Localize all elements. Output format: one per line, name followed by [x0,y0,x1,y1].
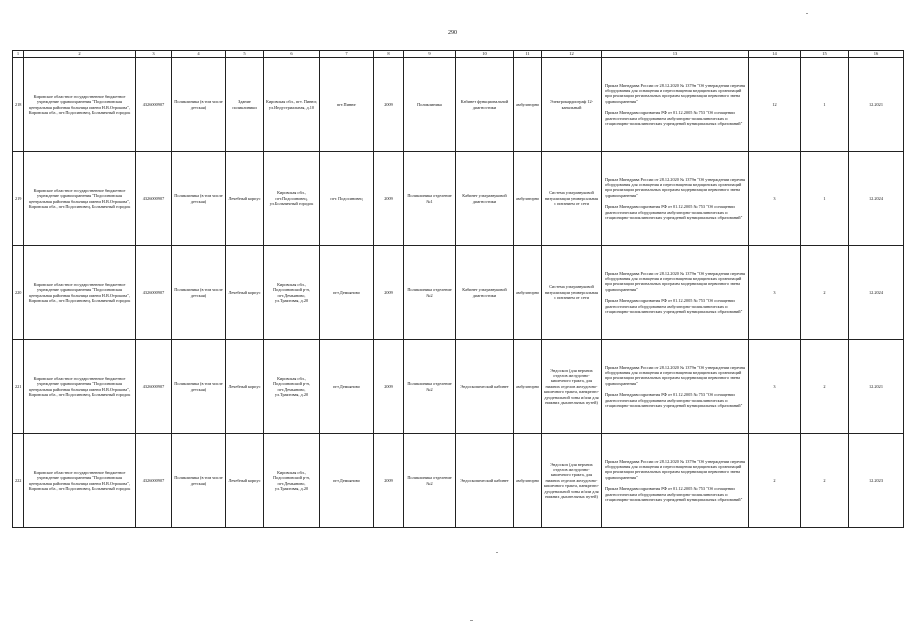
table-row [13,434,904,528]
department-cell: Поликлиника отделение №2 [404,340,456,434]
room-cell: Кабинет функциональной диагностики [456,58,514,152]
table-row [13,246,904,340]
equipment-table [12,50,904,528]
row-number: 218 [13,58,24,152]
count-cell: 2 [801,434,849,528]
date-cell: 12.2021 [849,340,904,434]
column-number: 3 [136,51,172,58]
unit-cell: Поликлиника (в том числе детская) [172,434,226,528]
row-number: 222 [13,434,24,528]
order-text: Приказ Минздрава России от 28.12.2020 № 1379н "Об утверждении перечня оборудования для оснащения и переоснащения медицинских организаций при реализации региональных программ модернизации первичного звена здравоохранения" [605,458,745,480]
equipment-cell: Эндоскоп (для верхних отделов желудочно-кишечного тракта, для нижних отделов желудочно-кишечного тракта, панкреато-дуоденальной зоны и/или для нижних дыхательных путей) [542,340,602,434]
scan-mark [496,552,498,553]
locality-cell: пгт.Демьяново [320,434,374,528]
organization-cell: Кировское областное государственное бюджетное учреждение здравоохранения "Подосиновская центральная районная больница имени Н.В.Отрокова", Кировская обл., пгт.Подосиновец, Больничный городок [24,58,136,152]
organization-cell: Кировское областное государственное бюджетное учреждение здравоохранения "Подосиновская центральная районная больница имени Н.В.Отрокова", Кировская обл., пгт.Подосиновец, Больничный городок [24,246,136,340]
order-cell [602,340,749,434]
count-cell: 3 [749,246,801,340]
year-cell: 2009 [374,434,404,528]
column-number: 5 [226,51,264,58]
address-cell: Кировская обл., пгт. Пинюг, ул.Индустриальная, д.10 [264,58,320,152]
unit-cell: Поликлиника (в том числе детская) [172,58,226,152]
organization-cell: Кировское областное государственное бюджетное учреждение здравоохранения "Подосиновская центральная районная больница имени Н.В.Отрокова", Кировская обл., пгт.Подосиновец, Больничный городок [24,434,136,528]
column-number: 7 [320,51,374,58]
unit-cell: Поликлиника (в том числе детская) [172,246,226,340]
equipment-cell: Эндоскоп (для верхних отделов желудочно-кишечного тракта, для нижних отделов желудочно-кишечного тракта, панкреато-дуоденальной зоны и/или для нижних дыхательных путей) [542,434,602,528]
row-number: 220 [13,246,24,340]
row-number: 219 [13,152,24,246]
inn-cell: 4326000907 [136,152,172,246]
table-row [13,340,904,434]
column-number: 8 [374,51,404,58]
table-row [13,152,904,246]
equipment-cell: Система ультразвуковой визуализации универсальная с питанием от сети [542,246,602,340]
count-cell: 3 [749,152,801,246]
locality-cell: пгт.Демьяново [320,246,374,340]
care-type-cell: амбулаторно [514,434,542,528]
inn-cell: 4326000907 [136,246,172,340]
column-number: 10 [456,51,514,58]
care-type-cell: амбулаторно [514,340,542,434]
column-number: 6 [264,51,320,58]
scan-mark [470,620,473,621]
locality-cell: пгт. Подосиновец [320,152,374,246]
building-cell: Лечебный корпус [226,340,264,434]
department-cell: Поликлиника отделение №1 [404,152,456,246]
column-number: 1 [13,51,24,58]
room-cell: Эндоскопический кабинет [456,434,514,528]
inn-cell: 4326000907 [136,58,172,152]
date-cell: 12.2024 [849,246,904,340]
building-cell: Здание поликлиники [226,58,264,152]
care-type-cell: амбулаторно [514,246,542,340]
count-cell: 2 [801,246,849,340]
column-number: 14 [749,51,801,58]
order-text: Приказ Минздравсоцразвития РФ от 01.12.2005 № 753 "Об оснащении диагностическим оборудованием амбулаторно-поликлинических и стационарно-поликлинических учреждений муниципальных образований" [605,110,743,126]
building-cell: Лечебный корпус [226,246,264,340]
column-number: 13 [602,51,749,58]
scan-mark [806,13,808,14]
order-cell [602,152,749,246]
unit-cell: Поликлиника (в том числе детская) [172,340,226,434]
count-cell: 1 [801,58,849,152]
column-number: 15 [801,51,849,58]
order-text: Приказ Минздрава России от 28.12.2020 № 1379н "Об утверждении перечня оборудования для оснащения и переоснащения медицинских организаций при реализации региональных программ модернизации первичного звена здравоохранения" [605,270,745,292]
column-number-row [13,51,904,58]
equipment-cell: Система ультразвуковой визуализации универсальная с питанием от сети [542,152,602,246]
locality-cell: пгт.Пинюг [320,58,374,152]
address-cell: Кировская обл., Подосиновский р-н, пгт.Демьяново, ул.Трактовая, д.20 [264,246,320,340]
address-cell: Кировская обл., пгт.Подосиновец, ул.Больничный городок [264,152,320,246]
care-type-cell: амбулаторно [514,152,542,246]
order-text: Приказ Минздрава России от 28.12.2020 № 1379н "Об утверждении перечня оборудования для оснащения и переоснащения медицинских организаций при реализации региональных программ модернизации первичного звена здравоохранения" [605,364,745,386]
equipment-cell: Электрокардиограф 12-канальный [542,58,602,152]
department-cell: Поликлиника отделение №2 [404,434,456,528]
inn-cell: 4326000907 [136,340,172,434]
column-number: 4 [172,51,226,58]
count-cell: 2 [801,340,849,434]
column-number: 11 [514,51,542,58]
organization-cell: Кировское областное государственное бюджетное учреждение здравоохранения "Подосиновская центральная районная больница имени Н.В.Отрокова", Кировская обл., пгт.Подосиновец, Больничный городок [24,340,136,434]
order-cell [602,246,749,340]
page-number: 290 [448,30,457,36]
table-row [13,58,904,152]
address-cell: Кировская обл., Подосиновский р-н, пгт.Демьяново, ул.Трактовая, д.20 [264,434,320,528]
year-cell: 2009 [374,152,404,246]
building-cell: Лечебный корпус [226,152,264,246]
count-cell: 1 [801,152,849,246]
order-text: Приказ Минздравсоцразвития РФ от 01.12.2005 № 753 "Об оснащении диагностическим оборудованием амбулаторно-поликлинических и стационарно-поликлинических учреждений муниципальных образований" [605,298,743,314]
room-cell: Кабинет ультразвуковой диагностики [456,152,514,246]
room-cell: Кабинет ультразвуковой диагностики [456,246,514,340]
inn-cell: 4326000907 [136,434,172,528]
organization-cell: Кировское областное государственное бюджетное учреждение здравоохранения "Подосиновская центральная районная больница имени Н.В.Отрокова", Кировская обл., пгт.Подосиновец, Больничный городок [24,152,136,246]
date-cell: 12.2021 [849,58,904,152]
column-number: 2 [24,51,136,58]
order-text: Приказ Минздравсоцразвития РФ от 01.12.2005 № 753 "Об оснащении диагностическим оборудованием амбулаторно-поликлинических и стационарно-поликлинических учреждений муниципальных образований" [605,392,743,408]
count-cell: 2 [749,434,801,528]
date-cell: 12.2024 [849,152,904,246]
order-cell [602,434,749,528]
column-number: 9 [404,51,456,58]
column-number: 12 [542,51,602,58]
year-cell: 2009 [374,246,404,340]
order-cell [602,58,749,152]
order-text: Приказ Минздравсоцразвития РФ от 01.12.2005 № 753 "Об оснащении диагностическим оборудованием амбулаторно-поликлинических и стационарно-поликлинических учреждений муниципальных образований" [605,204,743,220]
unit-cell: Поликлиника (в том числе детская) [172,152,226,246]
order-text: Приказ Минздравсоцразвития РФ от 01.12.2005 № 753 "Об оснащении диагностическим оборудованием амбулаторно-поликлинических и стационарно-поликлинических учреждений муниципальных образований" [605,486,743,502]
room-cell: Эндоскопический кабинет [456,340,514,434]
address-cell: Кировская обл., Подосиновский р-н, пгт.Демьяново, ул.Трактовая, д.20 [264,340,320,434]
order-text: Приказ Минздрава России от 28.12.2020 № 1379н "Об утверждении перечня оборудования для оснащения и переоснащения медицинских организаций при реализации региональных программ модернизации первичного звена здравоохранения" [605,176,745,198]
count-cell: 12 [749,58,801,152]
building-cell: Лечебный корпус [226,434,264,528]
row-number: 221 [13,340,24,434]
locality-cell: пгт.Демьяново [320,340,374,434]
year-cell: 2009 [374,58,404,152]
department-cell: Поликлиника [404,58,456,152]
count-cell: 3 [749,340,801,434]
order-text: Приказ Минздрава России от 28.12.2020 № 1379н "Об утверждении перечня оборудования для оснащения и переоснащения медицинских организаций при реализации региональных программ модернизации первичного звена здравоохранения" [605,82,745,104]
date-cell: 12.2023 [849,434,904,528]
department-cell: Поликлиника отделение №2 [404,246,456,340]
column-number: 16 [849,51,904,58]
care-type-cell: амбулаторно [514,58,542,152]
year-cell: 2009 [374,340,404,434]
